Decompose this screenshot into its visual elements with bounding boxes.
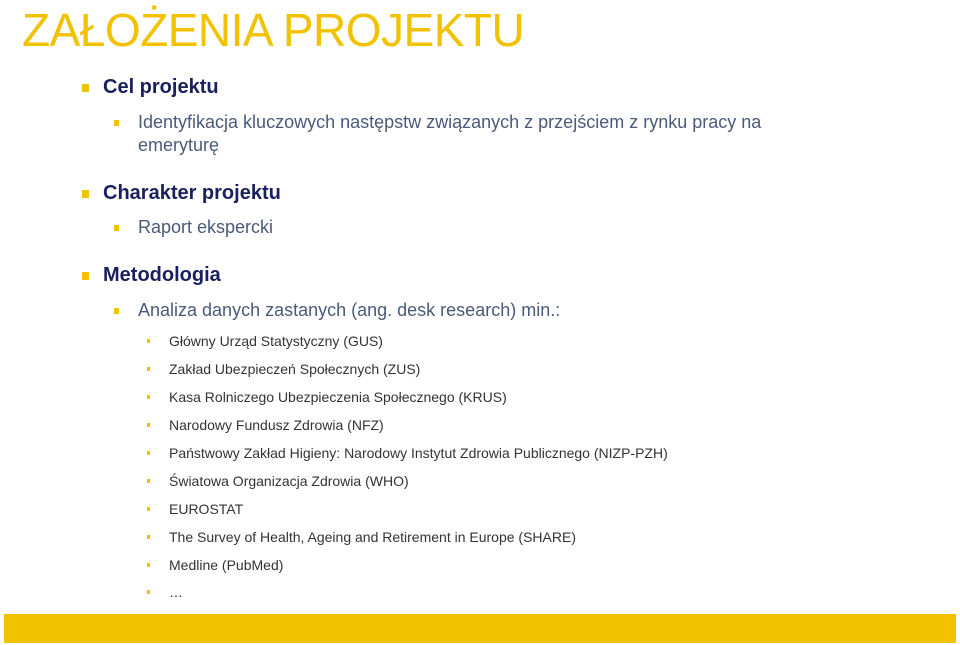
source-item [147,388,507,406]
source-item [147,416,384,434]
source-item-text: … [169,584,183,600]
section-heading-cel-projektu [82,75,219,99]
source-item-text: Narodowy Fundusz Zdrowia (NFZ) [169,417,384,433]
footer-bar [4,614,956,643]
square-bullet-icon [114,308,119,314]
source-item [147,583,183,601]
square-bullet-icon [147,535,150,539]
square-bullet-icon [114,225,119,231]
square-bullet-icon [82,272,89,280]
source-item-text: Główny Urząd Statystyczny (GUS) [169,333,383,349]
square-bullet-icon [147,367,150,371]
section-heading: Metodologia [103,264,221,286]
square-bullet-icon [82,190,89,198]
section-heading-charakter-projektu [82,181,281,205]
list-item [114,111,778,157]
square-bullet-icon [147,590,150,594]
source-item [147,500,243,518]
square-bullet-icon [114,120,119,126]
source-item-text: Państwowy Zakład Higieny: Narodowy Instytut Zdrowia Publicznego (NIZP-PZH) [169,445,668,461]
source-item [147,360,420,378]
source-item-text: Kasa Rolniczego Ubezpieczenia Społecznego (KRUS) [169,389,507,405]
square-bullet-icon [147,479,150,483]
section-heading: Cel projektu [103,76,219,98]
list-item-text: Raport ekspercki [138,217,274,237]
source-item-text: Światowa Organizacja Zdrowia (WHO) [169,473,409,489]
source-item-text: Zakład Ubezpieczeń Społecznych (ZUS) [169,361,421,377]
square-bullet-icon [82,84,89,92]
square-bullet-icon [147,423,150,427]
section-heading: Charakter projektu [103,182,281,204]
source-item [147,556,283,574]
list-item-text: Analiza danych zastanych (ang. desk research) min.: [138,300,561,320]
source-item [147,528,576,546]
list-item-text: Identyfikacja kluczowych następstw związanych z przejściem z rynku pracy na emeryturę [138,112,762,155]
square-bullet-icon [147,339,150,343]
source-item [147,472,409,490]
source-item-text: Medline (PubMed) [169,557,284,573]
source-item [147,444,668,462]
source-item [147,332,383,350]
square-bullet-icon [147,507,150,511]
list-item [114,299,778,322]
square-bullet-icon [147,563,150,567]
section-heading-metodologia [82,263,221,287]
source-item-text: EUROSTAT [169,501,244,517]
source-item-text: The Survey of Health, Ageing and Retirement in Europe (SHARE) [169,529,576,545]
list-item [114,216,778,239]
square-bullet-icon [147,451,150,455]
slide-title: ZAŁOŻENIA PROJEKTU [22,4,525,56]
square-bullet-icon [147,395,150,399]
